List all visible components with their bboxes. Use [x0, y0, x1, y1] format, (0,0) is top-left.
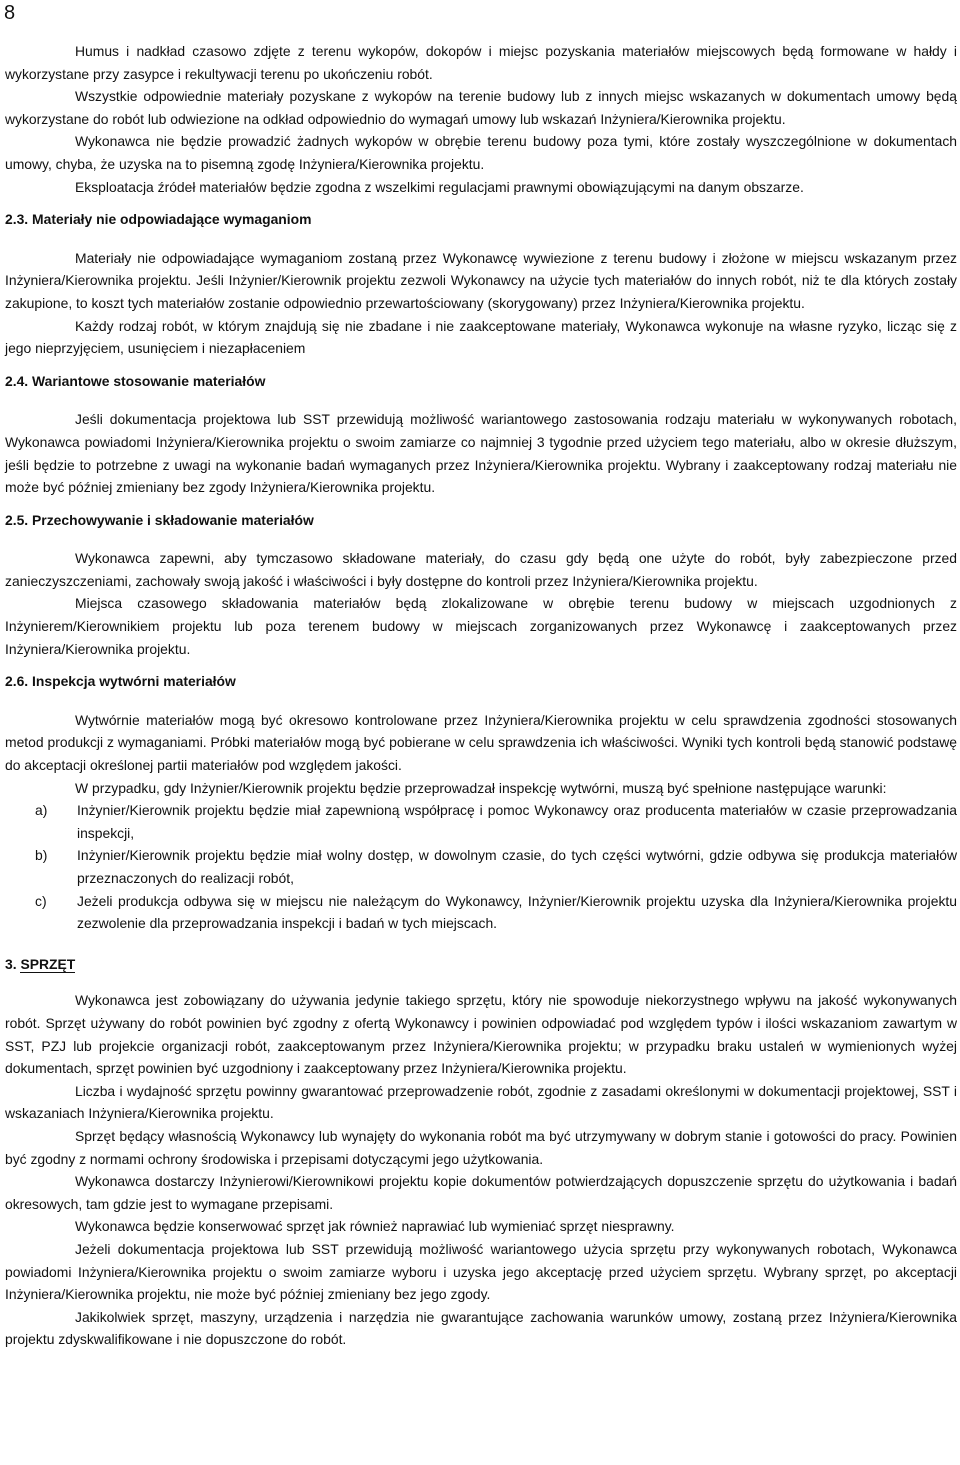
- paragraph: Sprzęt będący własnością Wykonawcy lub wynajęty do wykonania robót ma być utrzymywany w dobrym stanie i gotowości do pracy. Powinien być zgodny z normami ochrony środowiska i przepisami dotyczącymi jego użytkowania.: [5, 1127, 957, 1167]
- paragraph: Miejsca czasowego składowania materiałów będą zlokalizowane w obrębie terenu budowy w miejscach uzgodnionych z Inżynierem/Kierownikiem projektu lub poza terenem budowy w miejscach zorganizowanych przez Wykonawcę i zaakceptowanych przez Inżyniera/Kierownika projektu.: [5, 595, 957, 657]
- paragraph: Wykonawca nie będzie prowadzić żadnych wykopów w obrębie terenu budowy poza tymi, które zostały wyszczególnione w dokumentach umowy, chyba, że uzyska na to pisemną zgodę Inżyniera/Kierownika projektu.: [5, 133, 957, 172]
- list-text: Jeżeli produkcja odbywa się w miejscu nie należącym do Wykonawcy, Inżynier/Kierownik projektu uzyska dla Inżyniera/Kierownika projektu zezwolenie dla przeprowadzania inspekcji i badań w tych miejscach.: [77, 892, 957, 932]
- paragraph: Wszystkie odpowiednie materiały pozyskane z wykopów na terenie budowy lub z innych miejsc wskazanych w dokumentach umowy będą wykorzystane do robót lub odwiezione na odkład odpowiednio do wymagań umowy lub wskazań Inżyniera/Kierownika projektu.: [5, 88, 957, 127]
- section-heading-2-4: 2.4. Wariantowe stosowanie materiałów: [5, 372, 266, 389]
- paragraph: Wykonawca jest zobowiązany do używania jedynie takiego sprzętu, który nie spowoduje niekorzystnego wpływu na jakość wykonywanych robót. Sprzęt używany do robót powinien być zgodny z ofertą Wykonawcy i powinien odpowiadać pod względem typów i ilości wskazaniom zawartym w SST, PZJ lub projekcie organizacji robót, zaakceptowanym przez Inżyniera/Kierownika projektu; w przypadku braku ustaleń w wymienionych wyżej dokumentach, sprzęt powinien być uzgodniony i zaakceptowany przez Inżyniera/Kierownika projektu.: [5, 992, 957, 1077]
- paragraph: Wykonawca zapewni, aby tymczasowo składowane materiały, do czasu gdy będą one użyte do robót, były zabezpieczone przed zanieczyszczeniami, zachowały swoją jakość i właściwości i były dostępne do kontroli przez Inżyniera/Kierownika projektu.: [5, 550, 957, 589]
- paragraph: Materiały nie odpowiadające wymaganiom zostaną przez Wykonawcę wywiezione z terenu budowy i złożone w miejscu wskazanym przez Inżyniera/Kierownika projektu. Jeśli Inżynier/Kierownik projektu zezwoli Wykonawcy na użycie tych materiałów do innych robót, niż te dla których zostały zakupione, to koszt tych materiałów zostanie odpowiednio przewartościowany (skorygowany) przez Inżyniera/Kierownika projektu.: [5, 249, 957, 311]
- paragraph: W przypadku, gdy Inżynier/Kierownik projektu będzie przeprowadzał inspekcję wytwórni, muszą być spełnione następujące warunki:: [75, 779, 887, 796]
- list-item: [5, 844, 957, 889]
- paragraph: Każdy rodzaj robót, w którym znajdują się nie zbadane i nie zaakceptowane materiały, Wykonawca wykonuje na własne ryzyko, licząc się z jego nieprzyjęciem, usunięciem i niezapłaceniem: [5, 317, 957, 357]
- paragraph: Jakikolwiek sprzęt, maszyny, urządzenia i narzędzia nie gwarantujące zachowania warunków umowy, zostaną przez Inżyniera/Kierownika projektu zdyskwalifikowane i nie dopuszczone do robót.: [5, 1308, 957, 1348]
- paragraph: Wytwórnie materiałów mogą być okresowo kontrolowane przez Inżyniera/Kierownika projektu w celu sprawdzenia zgodności stosowanych metod produkcji z wymaganiami. Próbki materiałów mogą być pobierane w celu sprawdzenia ich właściwości. Wyniki tych kontroli będą stanowić podstawę do akceptacji określonej partii materiałów pod względem jakości.: [5, 711, 957, 774]
- conditions-list: [5, 799, 957, 935]
- list-item: [5, 890, 957, 935]
- section-heading-2-3: 2.3. Materiały nie odpowiadające wymaganiom: [5, 211, 312, 228]
- list-text: Inżynier/Kierownik projektu będzie miał zapewnioną współpracę i pomoc Wykonawcy oraz producenta materiałów w czasie przeprowadzania inspekcji,: [77, 802, 957, 841]
- paragraph: Humus i nadkład czasowo zdjęte z terenu wykopów, dokopów i miejsc pozyskania materiałów miejscowych będą formowane w hałdy i wykorzystane przy zasypce i rekultywacji terenu po ukończeniu robót.: [5, 43, 957, 82]
- list-label: b): [35, 847, 48, 864]
- paragraph: Jeżeli dokumentacja projektowa lub SST przewidują możliwość wariantowego użycia sprzętu przy wykonywanych robotach, Wykonawca powiadomi Inżyniera/Kierownika projektu o swoim zamiarze wyboru i uzyska jego akceptację przed użyciem sprzętu. Wybrany sprzęt, po akceptacji Inżyniera/Kierownika projektu, nie może być później zmieniany bez jego zgody.: [5, 1240, 957, 1303]
- chapter-title: SPRZĘT: [20, 955, 76, 972]
- page-number: 8: [4, 2, 16, 24]
- paragraph: Wykonawca dostarczy Inżynierowi/Kierownikowi projektu kopie dokumentów potwierdzających dopuszczenie sprzętu do użytkowania i badań okresowych, tam gdzie jest to wymagane przepisami.: [5, 1173, 957, 1212]
- list-label: c): [35, 892, 47, 909]
- paragraph: Jeśli dokumentacja projektowa lub SST przewidują możliwość wariantowego zastosowania rodzaju materiału w wykonywanych robotach, Wykonawca powiadomi Inżyniera/Kierownika projektu o swoim zamiarze co najmniej 3 tygodnie przed użyciem tego materiału, albo w okresie dłuższym, jeśli będzie to potrzebne z uwagi na wykonanie badań wymaganych przez Inżyniera/Kierownika projektu. Wybrany i zaakceptowany rodzaj materiału nie może być później zmieniany bez zgody Inżyniera/Kierownika projektu.: [5, 411, 957, 496]
- section-heading-2-6: 2.6. Inspekcja wytwórni materiałów: [5, 673, 236, 690]
- paragraph: Liczba i wydajność sprzętu powinny gwarantować przeprowadzenie robót, zgodnie z zasadami określonymi w dokumentacji projektowej, SST i wskazaniach Inżyniera/Kierownika projektu.: [5, 1082, 957, 1122]
- chapter-heading-3: [5, 953, 957, 976]
- section-heading-2-5: 2.5. Przechowywanie i składowanie materiałów: [5, 511, 314, 528]
- list-item: [5, 799, 957, 844]
- document-body: [5, 40, 957, 1351]
- paragraph: Wykonawca będzie konserwować sprzęt jak również naprawiać lub wymieniać sprzęt niesprawny.: [75, 1218, 675, 1235]
- list-label: a): [35, 802, 48, 819]
- list-text: Inżynier/Kierownik projektu będzie miał wolny dostęp, w dowolnym czasie, do tych części wytwórni, gdzie odbywa się produkcja materiałów przeznaczonych do realizacji robót,: [77, 847, 957, 886]
- paragraph: Eksploatacja źródeł materiałów będzie zgodna z wszelkimi regulacjami prawnymi obowiązującymi na danym obszarze.: [75, 178, 804, 195]
- chapter-number: 3.: [5, 955, 17, 972]
